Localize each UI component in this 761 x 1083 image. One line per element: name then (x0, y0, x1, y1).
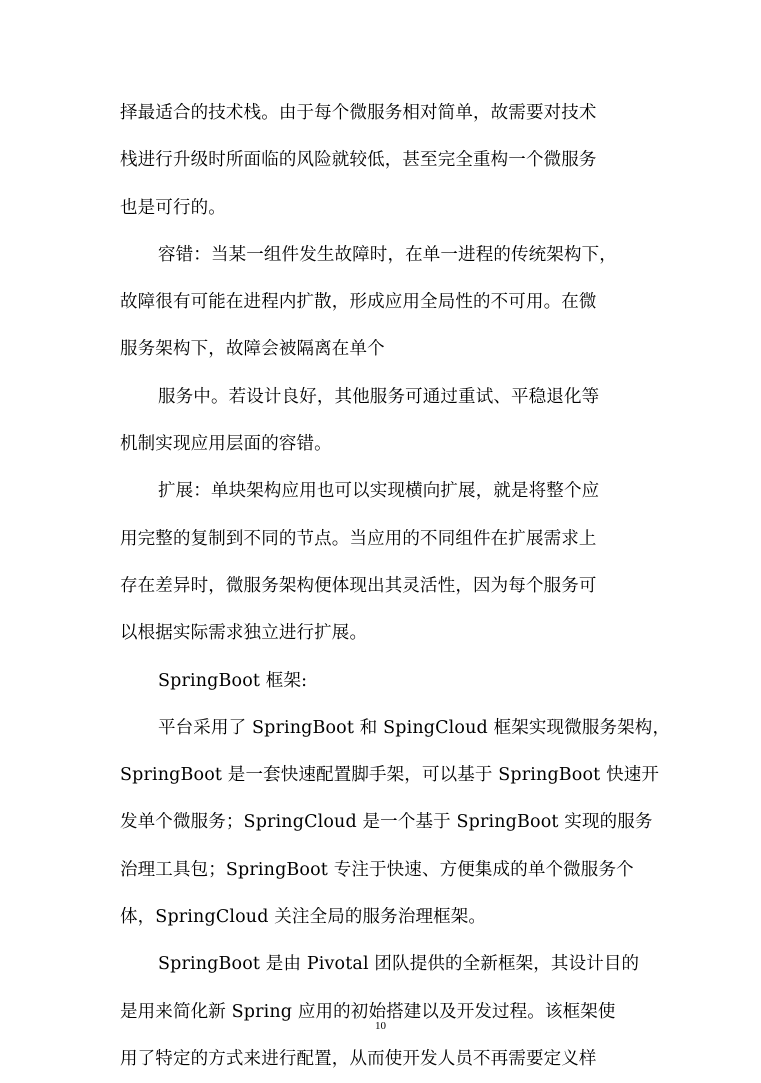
text-line: SpringBoot 框架: (158, 670, 308, 691)
text-line: 是用来简化新 Spring 应用的初始搭建以及开发过程。该框架使 (120, 1001, 616, 1022)
page-number: 10 (375, 1020, 386, 1032)
text-line: 用了特定的方式来进行配置，从而使开发人员不再需要定义样 (120, 1048, 597, 1069)
text-line: 容错：当某一组件发生故障时，在单一进程的传统架构下， (158, 244, 617, 265)
text-line: 用完整的复制到不同的节点。当应用的不同组件在扩展需求上 (120, 528, 597, 549)
text-line: 平台采用了 SpringBoot 和 SpingCloud 框架实现微服务架构， (158, 717, 671, 738)
text-line: 栈进行升级时所面临的风险就较低，甚至完全重构一个微服务 (120, 150, 597, 171)
text-line: 机制实现应用层面的容错。 (120, 434, 332, 455)
text-line: 治理工具包；SpringBoot 专注于快速、方便集成的单个微服务个 (120, 859, 634, 880)
text-line: 服务中。若设计良好，其他服务可通过重试、平稳退化等 (158, 386, 600, 407)
text-line: 故障很有可能在进程内扩散，形成应用全局性的不可用。在微 (120, 292, 597, 313)
text-line: 体，SpringCloud 关注全局的服务治理框架。 (120, 907, 487, 928)
text-line: 存在差异时，微服务架构便体现出其灵活性，因为每个服务可 (120, 575, 597, 596)
body-text (120, 90, 671, 1083)
text-line: 扩展：单块架构应用也可以实现横向扩展，就是将整个应 (158, 481, 600, 502)
text-line: SpringBoot 是由 Pivotal 团队提供的全新框架，其设计目的 (158, 954, 640, 975)
text-line: 服务架构下，故障会被隔离在单个 (120, 339, 385, 360)
text-line: 也是可行的。 (120, 197, 226, 218)
text-line: SpringBoot 是一套快速配置脚手架，可以基于 SpringBoot 快速开 (120, 765, 660, 786)
text-line: 择最适合的技术栈。由于每个微服务相对简单，故需要对技术 (120, 103, 597, 123)
text-line: 发单个微服务；SpringCloud 是一个基于 SpringBoot 实现的服务 (120, 812, 653, 833)
text-line: 以根据实际需求独立进行扩展。 (120, 623, 368, 644)
